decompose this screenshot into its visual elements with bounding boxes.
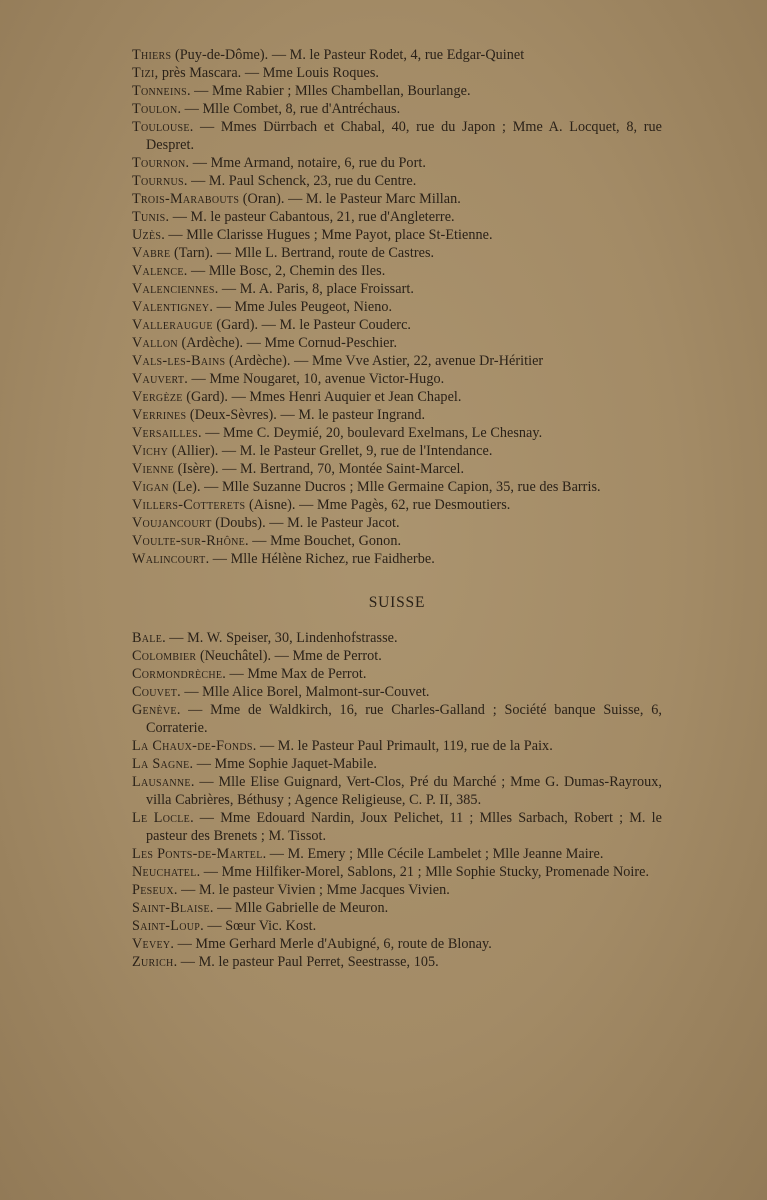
address-entry bbox=[132, 226, 662, 244]
france-address-list bbox=[132, 46, 662, 971]
place-name: Zurich bbox=[132, 954, 174, 970]
entry-details: . — Mme Sophie Jaquet-Mabile. bbox=[189, 756, 377, 772]
address-entry bbox=[132, 424, 662, 442]
place-name: Vals-les-Bains bbox=[132, 353, 226, 369]
place-name: Walincourt bbox=[132, 551, 206, 567]
place-name: Tonneins bbox=[132, 83, 187, 99]
entry-details: . — Mlle Hélène Richez, rue Faidherbe. bbox=[205, 551, 435, 567]
place-name: Le Locle bbox=[132, 810, 191, 826]
place-name: Voujancourt bbox=[132, 515, 212, 531]
entry-details: . — Mme C. Deymié, 20, boulevard Exelmans, Le Chesnay. bbox=[198, 425, 543, 441]
place-name: Vabre bbox=[132, 245, 171, 261]
entry-details: . — Mlle Combet, 8, rue d'Antréchaus. bbox=[177, 101, 401, 117]
entry-details: . — M. Paul Schenck, 23, rue du Centre. bbox=[183, 173, 417, 189]
place-name: Valentigney bbox=[132, 299, 210, 315]
place-name: Toulon bbox=[132, 101, 178, 117]
address-entry bbox=[132, 935, 662, 953]
place-name: Verrines bbox=[132, 407, 187, 423]
entry-details: . — Mme Nougaret, 10, avenue Victor-Hugo. bbox=[184, 371, 445, 387]
address-entry bbox=[132, 881, 662, 899]
place-name: Vichy bbox=[132, 443, 169, 459]
place-name: Bale bbox=[132, 630, 163, 646]
place-name: Toulouse bbox=[132, 119, 190, 135]
entry-details: . — Mlle Bosc, 2, Chemin des Iles. bbox=[183, 263, 386, 279]
entry-details: . — M. A. Paris, 8, place Froissart. bbox=[214, 281, 414, 297]
place-name: Peseux bbox=[132, 882, 174, 898]
address-entry bbox=[132, 388, 662, 406]
address-entry bbox=[132, 629, 662, 647]
suisse-entries bbox=[132, 629, 662, 971]
place-name: Versailles bbox=[132, 425, 199, 441]
place-name: Lausanne bbox=[132, 774, 191, 790]
entry-details: . — Mlle Elise Guignard, Vert-Clos, Pré du Marché ; Mme G. Dumas-Rayroux, villa Cabrières, Béthusy ; Agence Religieuse, C. P. II, 385. bbox=[146, 774, 662, 808]
entry-details: . — M. le pasteur Cabantous, 21, rue d'Angleterre. bbox=[165, 209, 455, 225]
address-entry bbox=[132, 118, 662, 154]
place-name: Valleraugue bbox=[132, 317, 213, 333]
address-entry bbox=[132, 550, 662, 568]
address-entry bbox=[132, 280, 662, 298]
entry-details: (Deux-Sèvres). — M. le pasteur Ingrand. bbox=[186, 407, 426, 423]
entry-details: , près Mascara. — Mme Louis Roques. bbox=[154, 65, 380, 81]
entry-details: . — Mme de Waldkirch, 16, rue Charles-Galland ; Société banque Suisse, 6, Corraterie. bbox=[146, 702, 662, 736]
address-entry bbox=[132, 244, 662, 262]
place-name: Tournus bbox=[132, 173, 184, 189]
entry-details: (Gard). — M. le Pasteur Couderc. bbox=[212, 317, 412, 333]
address-entry bbox=[132, 665, 662, 683]
address-entry bbox=[132, 82, 662, 100]
place-name: Valenciennes bbox=[132, 281, 215, 297]
section-heading-suisse: SUISSE bbox=[368, 594, 426, 611]
address-entry bbox=[132, 737, 662, 755]
entry-details: . — M. W. Speiser, 30, Lindenhofstrasse. bbox=[162, 630, 398, 646]
entry-details: (Puy-de-Dôme). — M. le Pasteur Rodet, 4, rue Edgar-Quinet bbox=[171, 47, 525, 63]
entry-details: . — Mme Max de Perrot. bbox=[222, 666, 367, 682]
address-entry bbox=[132, 100, 662, 118]
address-entry bbox=[132, 334, 662, 352]
entry-details: . — Mme Hilfiker-Morel, Sablons, 21 ; Mlle Sophie Stucky, Promenade Noire. bbox=[196, 864, 650, 880]
entry-details: . — Mme Edouard Nardin, Joux Pelichet, 11 ; Mlles Sarbach, Robert ; M. le pasteur des Brenets ; M. Tissot. bbox=[146, 810, 662, 844]
entry-details: . — Mme Armand, notaire, 6, rue du Port. bbox=[185, 155, 426, 171]
address-entry bbox=[132, 514, 662, 532]
entry-details: (Ardèche). — Mme Vve Astier, 22, avenue Dr-Héritier bbox=[225, 353, 544, 369]
entry-details: . — Mme Bouchet, Gonon. bbox=[245, 533, 402, 549]
address-entry bbox=[132, 370, 662, 388]
address-entry bbox=[132, 190, 662, 208]
place-name: Vergèze bbox=[132, 389, 183, 405]
address-entry bbox=[132, 442, 662, 460]
address-entry bbox=[132, 773, 662, 809]
place-name: Vevey bbox=[132, 936, 171, 952]
address-entry bbox=[132, 809, 662, 845]
entry-details: . — Mme Gerhard Merle d'Aubigné, 6, route de Blonay. bbox=[170, 936, 492, 952]
address-entry bbox=[132, 647, 662, 665]
entry-details: (Neuchâtel). — Mme de Perrot. bbox=[196, 648, 382, 664]
entry-details: . — M. le Pasteur Paul Primault, 119, rue de la Paix. bbox=[252, 738, 553, 754]
address-entry bbox=[132, 917, 662, 935]
address-entry bbox=[132, 701, 662, 737]
entry-details: (Ardèche). — Mme Cornud-Peschier. bbox=[177, 335, 398, 351]
address-entry bbox=[132, 899, 662, 917]
address-entry bbox=[132, 64, 662, 82]
place-name: Les Ponts-de-Martel bbox=[132, 846, 263, 862]
address-entry bbox=[132, 683, 662, 701]
place-name: Voulte-sur-Rhône bbox=[132, 533, 246, 549]
place-name: Tunis bbox=[132, 209, 166, 225]
address-entry bbox=[132, 352, 662, 370]
place-name: Tizi bbox=[132, 65, 155, 81]
place-name: Genève bbox=[132, 702, 177, 718]
entry-details: (Allier). — M. le Pasteur Grellet, 9, rue de l'Intendance. bbox=[168, 443, 493, 459]
place-name: Valence bbox=[132, 263, 184, 279]
entry-details: . — Mmes Dürrbach et Chabal, 40, rue du Japon ; Mme A. Locquet, 8, rue Despret. bbox=[146, 119, 662, 153]
address-entry bbox=[132, 154, 662, 172]
address-entry bbox=[132, 863, 662, 881]
entry-details: . — Sœur Vic. Kost. bbox=[200, 918, 317, 934]
place-name: Couvet bbox=[132, 684, 178, 700]
address-entry bbox=[132, 316, 662, 334]
place-name: Trois-Marabouts bbox=[132, 191, 240, 207]
entry-details: (Tarn). — Mlle L. Bertrand, route de Castres. bbox=[170, 245, 435, 261]
place-name: Tournon bbox=[132, 155, 186, 171]
address-entry bbox=[132, 478, 662, 496]
address-entry bbox=[132, 532, 662, 550]
place-name: Vauvert bbox=[132, 371, 185, 387]
address-entry bbox=[132, 406, 662, 424]
address-entry bbox=[132, 208, 662, 226]
place-name: Villers-Cotterets bbox=[132, 497, 246, 513]
place-name: Colombier bbox=[132, 648, 197, 664]
address-entry bbox=[132, 953, 662, 971]
entry-details: . — Mlle Alice Borel, Malmont-sur-Couvet. bbox=[177, 684, 430, 700]
address-entry bbox=[132, 460, 662, 478]
entry-details: (Oran). — M. le Pasteur Marc Millan. bbox=[239, 191, 461, 207]
address-entry bbox=[132, 46, 662, 64]
entry-details: . — Mlle Gabrielle de Meuron. bbox=[209, 900, 389, 916]
address-entry bbox=[132, 845, 662, 863]
place-name: Vigan bbox=[132, 479, 169, 495]
address-entry bbox=[132, 755, 662, 773]
address-entry bbox=[132, 298, 662, 316]
place-name: La Chaux-de-Fonds bbox=[132, 738, 253, 754]
entry-details: (Doubs). — M. le Pasteur Jacot. bbox=[211, 515, 400, 531]
address-entry bbox=[132, 496, 662, 514]
address-entry bbox=[132, 172, 662, 190]
entry-details: . — Mme Rabier ; Mlles Chambellan, Bourlange. bbox=[186, 83, 471, 99]
entry-details: . — M. le pasteur Paul Perret, Seestrasse, 105. bbox=[173, 954, 439, 970]
entry-details: . — Mlle Clarisse Hugues ; Mme Payot, place St-Etienne. bbox=[161, 227, 493, 243]
entry-details: (Aisne). — Mme Pagès, 62, rue Desmoutiers. bbox=[245, 497, 511, 513]
place-name: Uzès bbox=[132, 227, 162, 243]
entry-details: . — Mme Jules Peugeot, Nieno. bbox=[209, 299, 393, 315]
place-name: Vallon bbox=[132, 335, 178, 351]
address-entry bbox=[132, 262, 662, 280]
entry-details: (Isère). — M. Bertrand, 70, Montée Saint-Marcel. bbox=[174, 461, 465, 477]
place-name: La Sagne bbox=[132, 756, 190, 772]
place-name: Thiers bbox=[132, 47, 172, 63]
place-name: Saint-Loup bbox=[132, 918, 201, 934]
france-entries bbox=[132, 46, 662, 568]
entry-details: (Le). — Mlle Suzanne Ducros ; Mlle Germaine Capion, 35, rue des Barris. bbox=[168, 479, 601, 495]
place-name: Cormondrèche bbox=[132, 666, 223, 682]
entry-details: . — M. le pasteur Vivien ; Mme Jacques Vivien. bbox=[173, 882, 450, 898]
entry-details: . — M. Emery ; Mlle Cécile Lambelet ; Mlle Jeanne Maire. bbox=[262, 846, 604, 862]
place-name: Saint-Blaise bbox=[132, 900, 210, 916]
entry-details: (Gard). — Mmes Henri Auquier et Jean Chapel. bbox=[182, 389, 462, 405]
place-name: Vienne bbox=[132, 461, 175, 477]
place-name: Neuchatel bbox=[132, 864, 197, 880]
